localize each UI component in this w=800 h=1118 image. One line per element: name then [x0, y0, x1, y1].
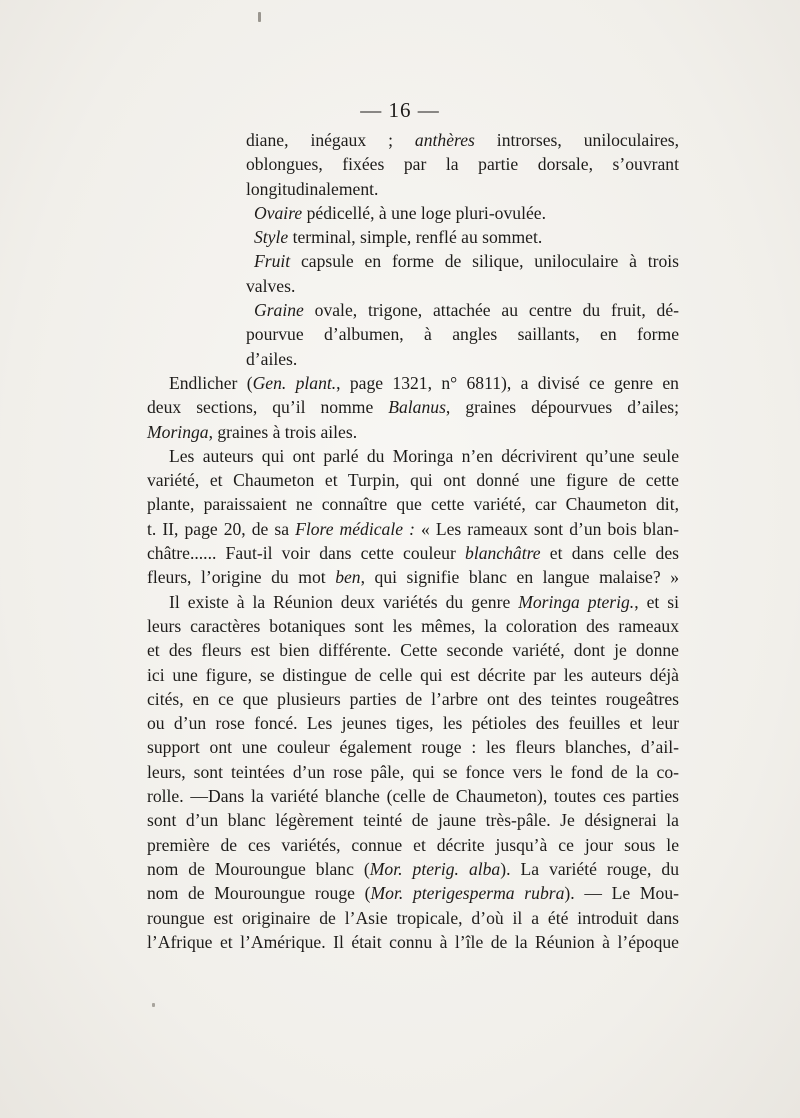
text-line: [147, 517, 679, 541]
text-line: [147, 322, 679, 346]
text-line: [147, 274, 679, 298]
text-run: pédicellé, à une loge pluri-ovulée.: [302, 202, 546, 223]
text-line: [147, 492, 679, 516]
text-run: rolle. —Dans la variété blanche (celle de Chaumeton), toutes ces parties: [147, 786, 679, 807]
text-run: l’Afrique et l’Amérique. Il était connu à l’île de la Réunion à l’époque: [147, 931, 679, 952]
italic-text: Ovaire: [254, 202, 303, 223]
text-line: [147, 347, 679, 371]
text-run: , et si: [634, 591, 679, 612]
paper-speck: [152, 1003, 155, 1007]
text-line: [147, 663, 679, 687]
text-line: [147, 225, 679, 249]
text-line: [147, 177, 679, 201]
text-line: [147, 687, 679, 711]
text-line: [147, 711, 679, 735]
text-line: [147, 444, 679, 468]
text-line: [147, 128, 679, 152]
italic-text: Flore médicale :: [295, 518, 415, 539]
text-run: introrses, uniloculaires,: [474, 130, 680, 150]
text-run: t. II, page 20, de sa: [147, 518, 296, 539]
text-run: deux sections, qu’il nomme: [147, 397, 389, 418]
text-line: [147, 565, 679, 589]
text-run: roungue est originaire de l’Asie tropicale, d’où il a été introduit dans: [147, 907, 679, 928]
text-line: [147, 906, 679, 930]
text-line: [147, 638, 679, 662]
italic-text: Graine: [254, 300, 304, 321]
text-run: valves.: [246, 275, 296, 296]
text-line: [147, 371, 679, 395]
italic-text: Gen. plant.: [252, 372, 337, 393]
text-run: leurs caractères botaniques sont les mêmes, la coloration des rameaux: [147, 615, 679, 636]
text-run: ou d’un rose foncé. Les jeunes tiges, les pétioles des feuilles et leur: [147, 713, 679, 734]
text-run: capsule en forme de silique, uniloculaire à trois: [290, 251, 679, 272]
text-run: ). La variété rouge, du: [500, 858, 679, 879]
text-run: ovale, trigone, attachée au centre du fruit, dé-: [303, 300, 679, 321]
italic-text: Moringa: [147, 421, 209, 442]
text-line: [147, 760, 679, 784]
italic-text: blanchâtre: [465, 543, 541, 564]
text-run: , graines dépourvues d’ailes;: [445, 397, 679, 418]
text-run: plante, paraissaient ne connaître que cette variété, car Chaumeton dit,: [147, 494, 679, 515]
text-line: [147, 735, 679, 759]
italic-text: anthères: [414, 130, 475, 150]
text-run: support ont une couleur également rouge : les fleurs blanches, d’ail-: [147, 737, 679, 758]
text-run: fleurs, l’origine du mot: [147, 567, 336, 588]
text-run: , page 1321, n° 6811), a divisé ce genre en: [336, 372, 679, 393]
text-run: châtre...... Faut-il voir dans cette couleur: [147, 543, 466, 564]
text-run: sont d’un blanc légèrement teinté de jaune très-pâle. Je désignerai la: [147, 810, 679, 831]
text-run: , graines à trois ailes.: [208, 421, 358, 442]
italic-text: Style: [254, 227, 289, 248]
text-line: [147, 784, 679, 808]
text-line: [147, 808, 679, 832]
text-run: Endlicher (: [169, 372, 253, 393]
text-line: [147, 857, 679, 881]
italic-text: Mor. pterigesperma rubra: [370, 883, 565, 904]
text-run: Les auteurs qui ont parlé du Moringa n’en décrivirent qu’une seule: [169, 445, 679, 466]
italic-text: Fruit: [254, 251, 291, 272]
text-run: terminal, simple, renflé au sommet.: [288, 227, 543, 248]
text-run: Il existe à la Réunion deux variétés du genre: [169, 591, 519, 612]
text-run: d’ailes.: [246, 348, 298, 369]
italic-text: ben: [335, 567, 361, 588]
italic-text: Mor. pterig. alba: [369, 858, 501, 879]
text-line: [147, 614, 679, 638]
italic-text: Moringa pterig.: [518, 591, 635, 612]
text-line: [147, 541, 679, 565]
text-line: [147, 152, 679, 176]
italic-text: Balanus: [388, 397, 446, 418]
text-run: première de ces variétés, connue et décrite jusqu’à ce jour sous le: [147, 834, 679, 855]
text-run: longitudinalement.: [246, 178, 379, 199]
text-run: et dans celle des: [540, 543, 679, 564]
text-run: , qui signifie blanc en langue malaise? »: [360, 567, 679, 588]
text-line: [147, 249, 679, 273]
text-run: nom de Mouroungue rouge (: [147, 883, 371, 904]
text-run: ici une figure, se distingue de celle qui est décrite par les auteurs déjà: [147, 664, 679, 685]
paper-speck: [258, 12, 261, 22]
text-line: [147, 395, 679, 419]
text-run: nom de Mouroungue blanc (: [147, 858, 370, 879]
text-run: oblongues, fixées par la partie dorsale, s’ouvrant: [246, 154, 679, 175]
text-run: pourvue d’albumen, à angles saillants, en forme: [246, 324, 679, 345]
text-run: « Les rameaux sont d’un bois blan-: [414, 518, 680, 539]
text-line: [147, 590, 679, 614]
text-run: cités, en ce que plusieurs parties de l’arbre ont des teintes rougeâtres: [147, 688, 679, 709]
page-number-header: — 16 —: [360, 98, 440, 122]
text-line: [147, 881, 679, 905]
text-line: [147, 201, 679, 225]
text-run: ). — Le Mou-: [564, 883, 680, 904]
text-run: leurs, sont teintées d’un rose pâle, qui se fonce vers le fond de la co-: [147, 761, 679, 782]
body-text: [147, 128, 679, 954]
text-line: [147, 930, 679, 954]
text-run: et des fleurs est bien différente. Cette seconde variété, dont je donne: [147, 640, 679, 661]
text-line: [147, 298, 679, 322]
text-run: diane, inégaux ;: [246, 130, 415, 150]
text-run: variété, et Chaumeton et Turpin, qui ont donné une figure de cette: [147, 470, 679, 491]
text-line: [147, 420, 679, 444]
text-line: [147, 833, 679, 857]
text-line: [147, 468, 679, 492]
